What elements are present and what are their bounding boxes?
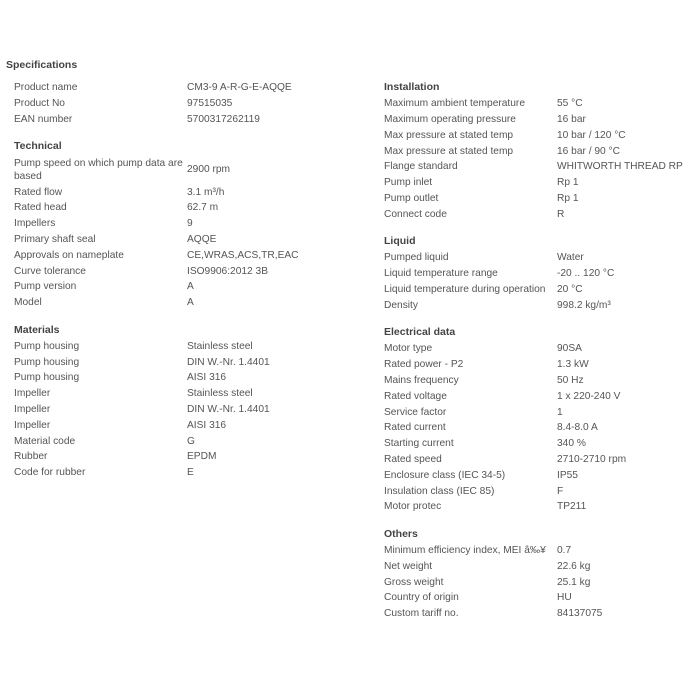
spec-row [384, 191, 696, 207]
spec-label: Pumped liquid [384, 252, 449, 264]
spec-row [14, 200, 314, 216]
spec-row [14, 216, 314, 232]
spec-label: Rated flow [14, 186, 63, 198]
spec-label: Rated current [384, 422, 446, 434]
spec-label: Connect code [384, 208, 447, 220]
spec-label: Motor protec [384, 501, 442, 513]
spec-row [384, 452, 696, 468]
spec-label: Pump housing [14, 372, 80, 384]
spec-value: TP211 [557, 501, 587, 513]
spec-row [384, 404, 696, 420]
spec-row [384, 96, 696, 112]
spec-row [384, 543, 696, 559]
spec-label: Rated power - P2 [384, 359, 464, 371]
spec-label: Impeller [14, 403, 51, 415]
spec-value: 1 x 220-240 V [557, 390, 621, 402]
spec-row [384, 590, 696, 606]
spec-row [14, 433, 314, 449]
spec-label: Pump speed on which pump data are based [14, 157, 183, 182]
spec-value: 2710-2710 rpm [557, 453, 627, 465]
spec-value: -20 .. 120 °C [557, 268, 615, 280]
spec-value: A [187, 281, 194, 293]
spec-row [14, 96, 314, 112]
spec-row [384, 159, 696, 175]
spec-row [384, 373, 696, 389]
spec-label: Motor type [384, 343, 433, 355]
spec-value: R [557, 208, 565, 220]
spec-label: Minimum efficiency index, MEI â‰¥ [384, 544, 546, 556]
spec-value: AQQE [187, 233, 217, 245]
spec-row [14, 279, 314, 295]
spec-value: 90SA [557, 343, 582, 355]
installation-section [384, 80, 696, 222]
spec-row [384, 206, 696, 222]
spec-label: Impeller [14, 419, 51, 431]
spec-label: Maximum ambient temperature [384, 98, 525, 110]
spec-value: AISI 316 [187, 419, 227, 431]
spec-value: Water [557, 252, 584, 264]
spec-value: 998.2 kg/m³ [557, 299, 611, 311]
spec-row [384, 606, 696, 622]
spec-value: 8.4-8.0 A [557, 422, 598, 434]
spec-label: Liquid temperature range [384, 268, 498, 280]
spec-label: Code for rubber [14, 467, 86, 479]
spec-value: E [187, 467, 194, 479]
spec-value: 16 bar [557, 113, 586, 125]
spec-label: Rated speed [384, 453, 442, 465]
spec-row [384, 250, 696, 266]
section-title: Others [384, 527, 418, 540]
spec-label: Primary shaft seal [14, 233, 96, 245]
spec-label: Custom tariff no. [384, 608, 459, 620]
spec-row [384, 357, 696, 373]
spec-value: IP55 [557, 469, 578, 481]
spec-value: 16 bar / 90 °C [557, 145, 620, 157]
spec-value: 55 °C [557, 98, 583, 110]
spec-row [384, 282, 696, 298]
section-title: Installation [384, 81, 440, 93]
spec-label: Impeller [14, 388, 51, 400]
spec-row [14, 370, 314, 386]
spec-value: CM3-9 A-R-G-E-AQQE [187, 82, 292, 94]
spec-row [14, 247, 314, 263]
spec-value: ISO9906:2012 3B [187, 265, 268, 277]
spec-row [14, 417, 314, 433]
spec-label: Service factor [384, 406, 447, 418]
spec-label: Approvals on nameplate [14, 249, 124, 261]
spec-value: Rp 1 [557, 177, 579, 189]
right-spec-column [384, 80, 696, 634]
spec-value: 25.1 kg [557, 576, 591, 588]
spec-row [14, 354, 314, 370]
spec-value: EPDM [187, 451, 217, 463]
section-title: Technical [14, 140, 62, 153]
spec-value: 1 [557, 406, 563, 418]
section-title: Liquid [384, 235, 416, 248]
spec-value: 20 °C [557, 283, 583, 295]
spec-label: Model [14, 297, 42, 309]
spec-value: 3.1 m³/h [187, 186, 225, 198]
spec-value: 1.3 kW [557, 359, 589, 371]
others-section [384, 527, 696, 622]
spec-label: Liquid temperature during operation [384, 283, 546, 295]
spec-label: Enclosure class (IEC 34-5) [384, 469, 506, 481]
spec-label: Density [384, 299, 418, 311]
general-section [14, 80, 314, 127]
spec-row [384, 467, 696, 483]
page-title: Specifications [6, 59, 78, 71]
spec-label: Impellers [14, 218, 56, 230]
liquid-section [384, 234, 696, 313]
spec-row [14, 402, 314, 418]
spec-row [384, 574, 696, 590]
spec-label: Product No [14, 98, 65, 110]
spec-row [384, 175, 696, 191]
spec-row [384, 499, 696, 515]
spec-label: Insulation class (IEC 85) [384, 485, 495, 497]
spec-label: Pump outlet [384, 192, 439, 204]
spec-label: Country of origin [384, 592, 459, 604]
spec-value: 97515035 [187, 98, 233, 110]
spec-value: CE,WRAS,ACS,TR,EAC [187, 249, 299, 261]
spec-label: Pump housing [14, 340, 80, 352]
left-spec-column [14, 80, 314, 493]
spec-row [14, 263, 314, 279]
spec-value: 5700317262119 [187, 113, 260, 125]
spec-row [14, 112, 314, 128]
spec-value: F [557, 485, 564, 497]
spec-value: Stainless steel [187, 340, 253, 352]
technical-section [14, 139, 314, 310]
spec-row [14, 465, 314, 481]
spec-label: EAN number [14, 113, 73, 125]
spec-row [14, 80, 314, 96]
section-title: Materials [14, 323, 60, 336]
spec-label: Starting current [384, 438, 454, 450]
spec-row [14, 449, 314, 465]
spec-label: Rubber [14, 451, 48, 463]
spec-value: G [187, 435, 195, 447]
spec-row [14, 338, 314, 354]
spec-label: Product name [14, 82, 78, 94]
spec-value: 62.7 m [187, 202, 219, 214]
section-title: Electrical data [384, 326, 456, 339]
spec-row [384, 420, 696, 436]
spec-label: Max pressure at stated temp [384, 145, 514, 157]
spec-value: Rp 1 [557, 192, 579, 204]
spec-row [14, 184, 314, 200]
spec-value: DIN W.-Nr. 1.4401 [187, 403, 270, 415]
spec-value: DIN W.-Nr. 1.4401 [187, 356, 270, 368]
spec-label: Gross weight [384, 576, 444, 588]
spec-label: Mains frequency [384, 374, 459, 386]
spec-row [384, 341, 696, 357]
spec-label: Flange standard [384, 161, 458, 173]
spec-row [384, 388, 696, 404]
spec-label: Material code [14, 435, 76, 447]
spec-value: AISI 316 [187, 372, 227, 384]
spec-value: Stainless steel [187, 388, 253, 400]
spec-value: 10 bar / 120 °C [557, 129, 626, 141]
spec-row [14, 155, 314, 184]
spec-label: Pump inlet [384, 177, 433, 189]
spec-row [384, 483, 696, 499]
spec-value: 0.7 [557, 544, 572, 556]
spec-value: 22.6 kg [557, 560, 591, 572]
spec-value: 2900 rpm [187, 164, 231, 176]
spec-row [384, 266, 696, 282]
electrical-data-section [384, 325, 696, 515]
spec-row [384, 112, 696, 128]
spec-label: Net weight [384, 560, 433, 572]
spec-label: Curve tolerance [14, 265, 86, 277]
spec-row [384, 436, 696, 452]
spec-row [384, 297, 696, 313]
spec-value: HU [557, 592, 572, 604]
spec-row [14, 232, 314, 248]
spec-row [384, 558, 696, 574]
spec-value: 84137075 [557, 608, 603, 620]
spec-label: Maximum operating pressure [384, 113, 516, 125]
spec-value: WHITWORTH THREAD RP [557, 161, 683, 173]
spec-label: Pump housing [14, 356, 80, 368]
spec-label: Max pressure at stated temp [384, 129, 514, 141]
spec-row [384, 143, 696, 159]
spec-value: 340 % [557, 438, 586, 450]
spec-row [14, 386, 314, 402]
spec-row [14, 295, 314, 311]
spec-label: Pump version [14, 281, 77, 293]
spec-value: 50 Hz [557, 374, 584, 386]
spec-label: Rated head [14, 202, 67, 214]
spec-value: A [187, 297, 194, 309]
spec-row [384, 127, 696, 143]
spec-value: 9 [187, 218, 193, 230]
materials-section [14, 323, 314, 481]
spec-label: Rated voltage [384, 390, 447, 402]
